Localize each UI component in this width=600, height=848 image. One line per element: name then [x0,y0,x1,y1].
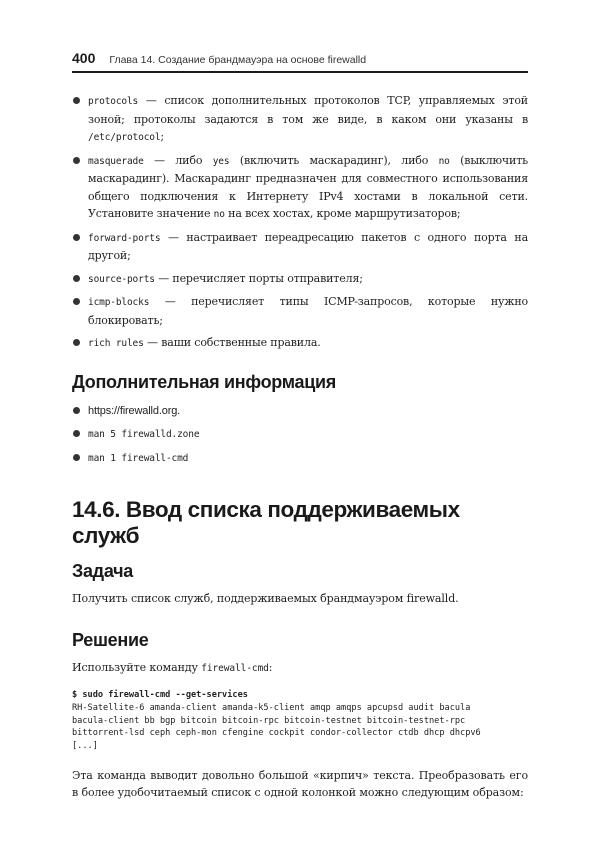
option-term: icmp-blocks [88,297,150,308]
page-content [72,92,528,802]
more-info-heading: Дополнительная информация [72,371,336,392]
code-listing [72,689,528,753]
list-item [72,334,528,353]
option-description: на всех хостах, кроме маршрутизаторов; [224,207,461,220]
zone-options-list [72,92,528,353]
more-info-list [72,402,528,468]
option-term: source-ports [88,273,155,285]
section-title: 14.6. Ввод списка поддерживаемых служб [72,497,460,548]
option-value: no [213,209,225,220]
option-description: — настраивает переадресацию пакетов с одного порта на другой; [88,230,528,262]
bullet-icon [73,97,80,104]
bullet-icon [73,339,80,346]
list-item [72,270,528,289]
bullet-icon [73,275,80,282]
code-command [72,689,528,702]
command-line: $ sudo firewall-cmd --get-services [72,690,248,700]
bullet-icon [73,407,80,414]
solution-text-lead: Используйте команду [72,660,202,674]
option-description: — перечисляет типы ICMP-запросов, которые нужно блокировать; [88,295,528,327]
option-description: — перечисляет порты отправителя; [154,271,363,285]
closing-paragraph: Эта команда выводит довольно большой «кирпич» текста. Преобразовать его в более удобочитаемый список с одной колонкой можно следующим образом: [72,768,528,800]
option-value: no [438,155,450,167]
page-number: 400 [72,50,96,66]
solution-heading: Решение [72,629,149,650]
option-value: yes [212,155,230,167]
option-description: (выключить маскарадинг). Маскарадинг предназначен для совместного использования общего подключения к Интернету IPv4 хостами в локальной сети. Установите значение [88,153,528,220]
chapter-title: Глава 14. Создание брандмауэра на основе firewalld [109,54,367,66]
list-item [72,293,528,329]
option-description: — список дополнительных протоколов TCP, управляемых этой зоной; протоколы задаются в том же виде, в каком они указаны в [88,94,528,126]
list-item [72,92,528,147]
bullet-icon [73,234,80,241]
option-term: forward-ports [88,232,161,244]
bullet-icon [73,454,80,461]
option-tail: ; [160,130,164,143]
option-term: rich rules [88,338,144,349]
option-description: (включить маскарадинг), либо [229,153,439,167]
option-term: protocols [88,96,139,107]
solution-text [72,659,528,678]
code-output: RH-Satellite-6 amanda-client amanda-k5-client amqp amqps apcupsd audit bacula bacula-client bb bgp bitcoin bitcoin-rpc bitcoin-testnet bitcoin-testnet-rpc bittorrent-lsd ceph ceph-mon cfengine cockpit condor-collector ctdb dhcp dhcpv6 [...] [72,702,481,752]
bullet-icon [73,298,80,305]
bullet-icon [73,430,80,437]
task-heading: Задача [72,561,133,581]
list-item [72,425,528,444]
bullet-icon [73,157,80,164]
task-text: Получить список служб, поддерживаемых брандмауэром firewalld. [72,592,459,605]
option-description: — ваши собственные правила. [143,336,321,349]
header-rule [72,71,528,73]
list-item [72,402,528,421]
list-item [72,229,528,265]
running-header [72,50,528,70]
man-page-ref: man 5 firewalld.zone [88,429,200,440]
option-description: — либо [143,153,213,167]
list-item [72,152,528,224]
option-path: /etc/protocol [88,132,161,143]
option-term: masquerade [88,155,144,167]
solution-command: firewall-cmd [201,662,269,674]
man-page-ref: man 1 firewall-cmd [88,452,189,464]
list-item [72,449,528,468]
website-link[interactable]: https://firewalld.org. [88,404,181,417]
solution-text-tail: : [268,660,273,674]
